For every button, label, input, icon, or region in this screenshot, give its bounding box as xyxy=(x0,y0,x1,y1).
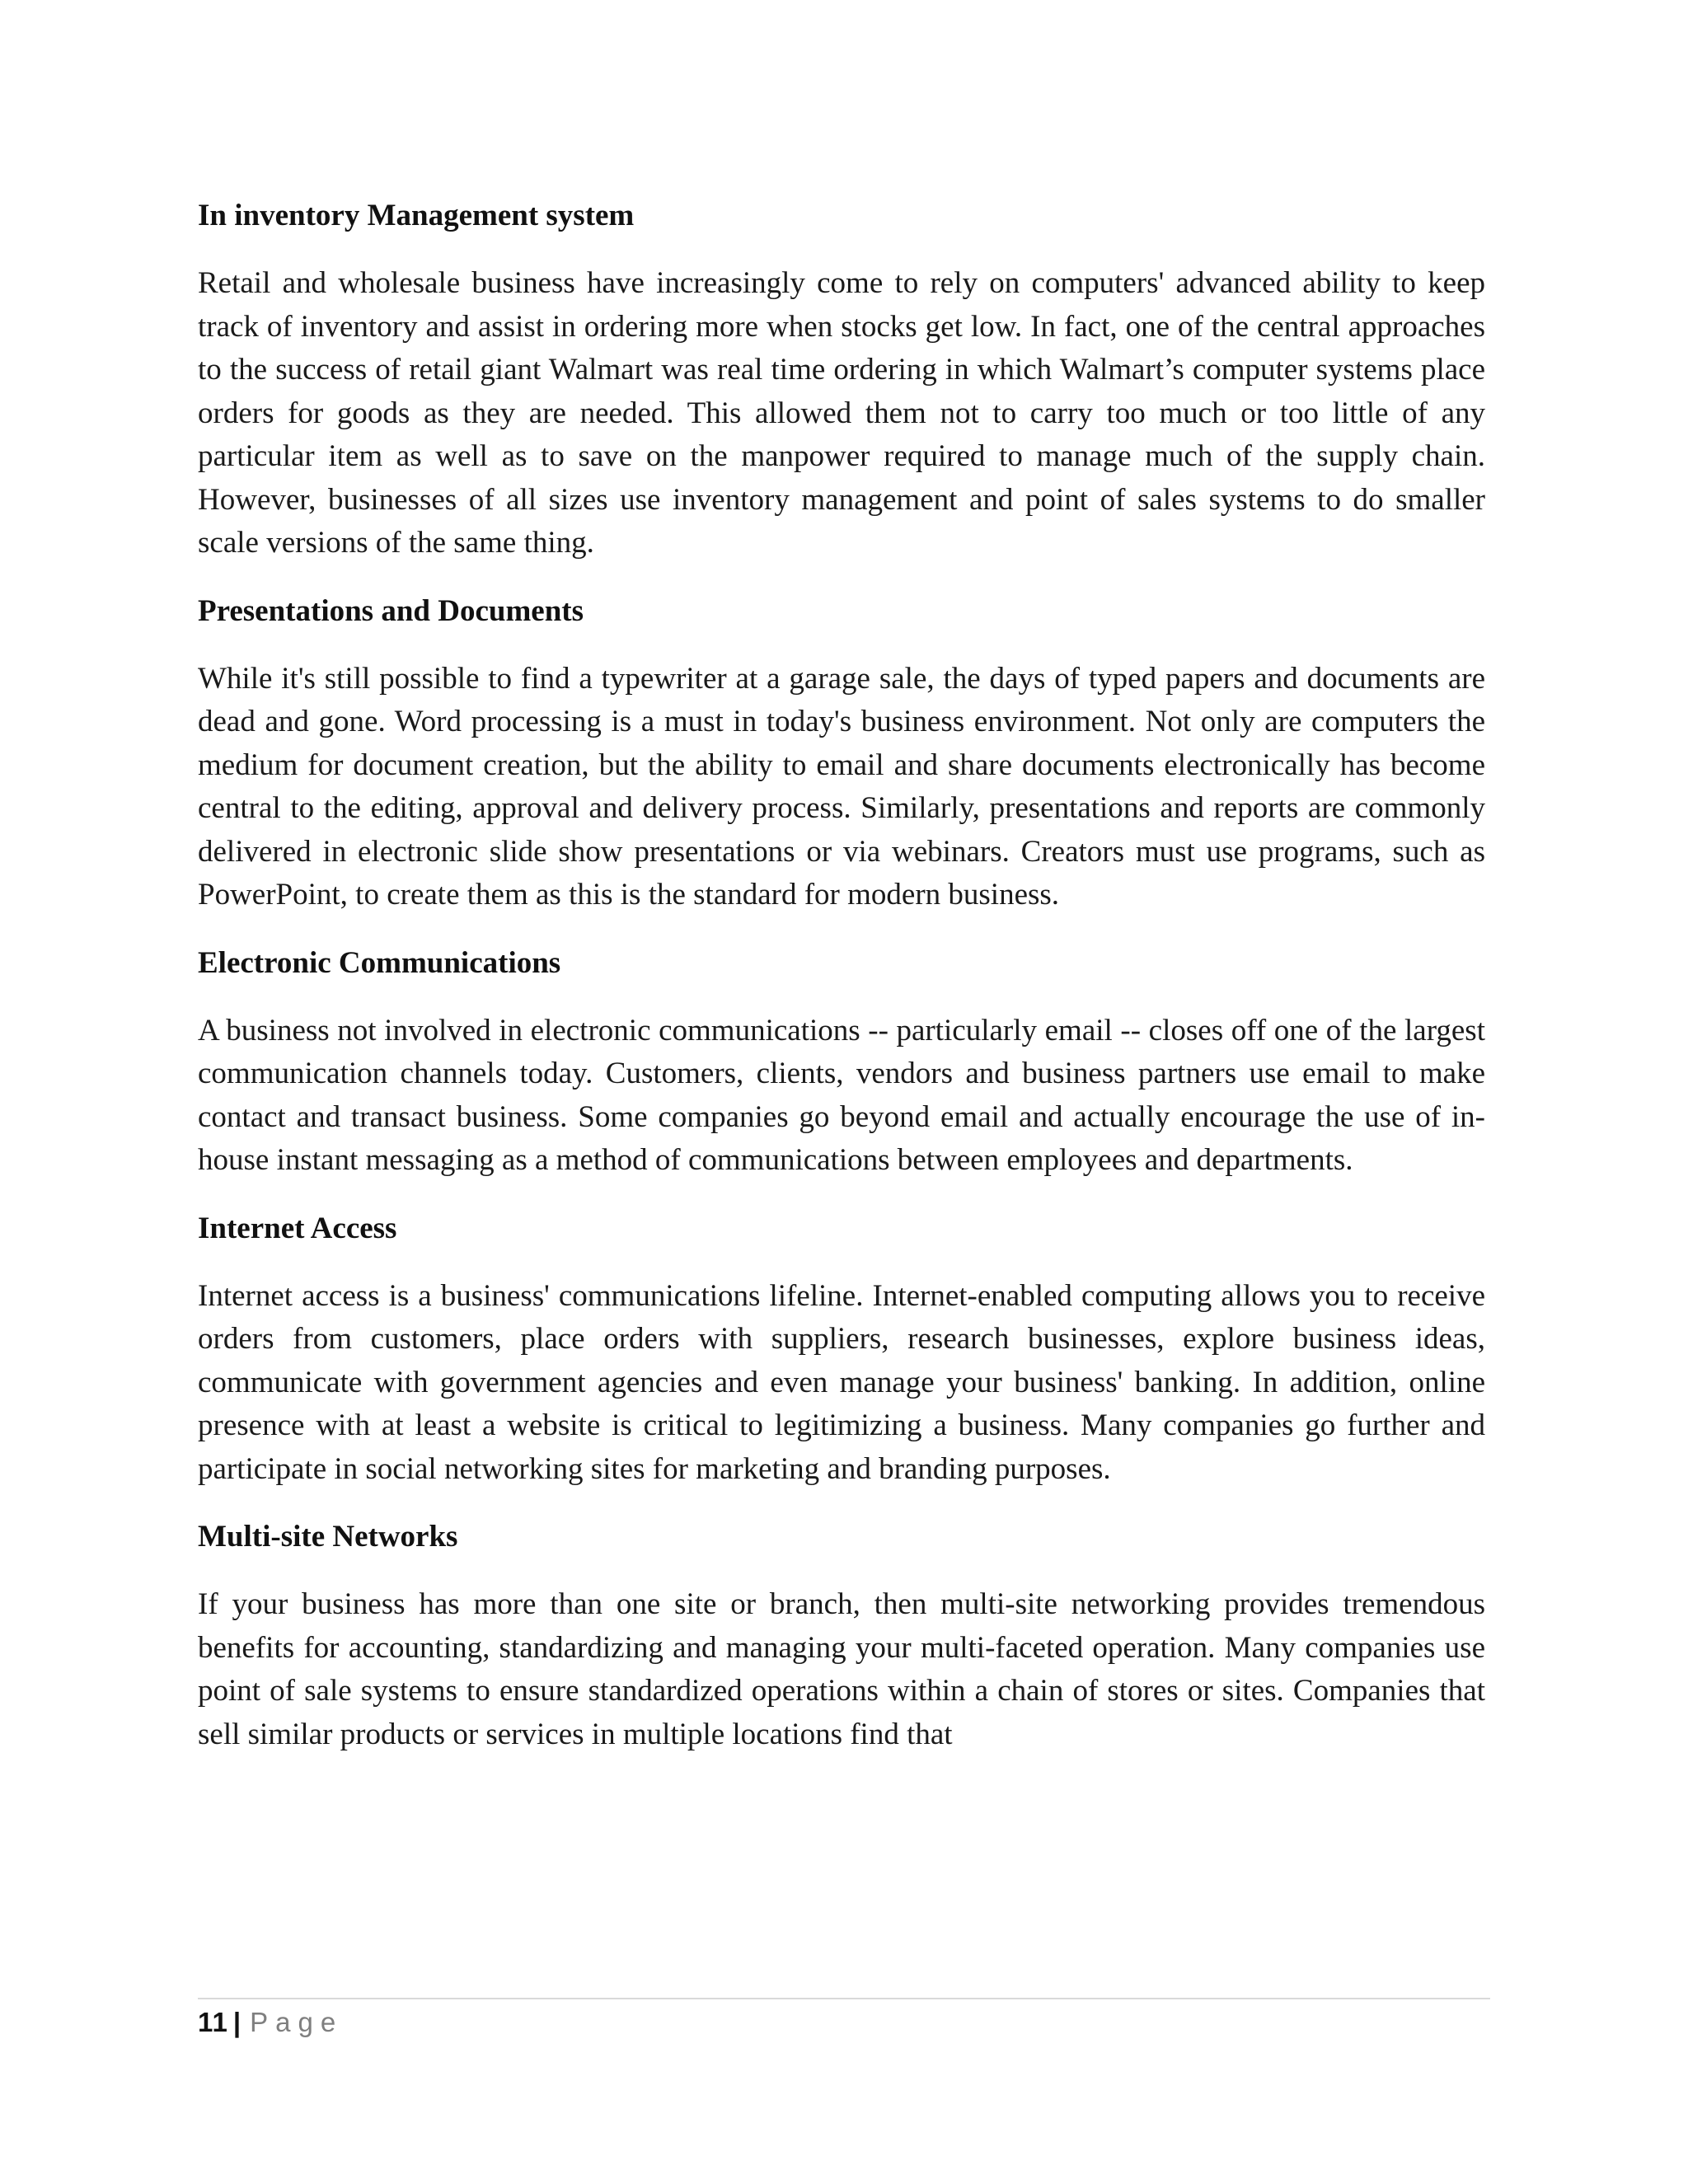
section-paragraph: A business not involved in electronic communications -- particularly email -- closes off one of the largest communication channels today. Customers, clients, vendors and business partners use email to make contact and transact business. Some companies go beyond email and actually encourage the use of in-house instant messaging as a method of communications between employees and departments. xyxy=(198,1013,1485,1177)
document-page xyxy=(198,194,1485,1781)
section-heading: Internet Access xyxy=(198,1211,397,1245)
section-paragraph: Internet access is a business' communications lifeline. Internet-enabled computing allows you to receive orders from customers, place orders with suppliers, research businesses, explore business ideas, communicate with government agencies and even manage your business' banking. In addition, online presence with at least a website is critical to legitimizing a business. Many companies go further and participate in social networking sites for marketing and branding purposes. xyxy=(198,1278,1485,1486)
section-paragraph: If your business has more than one site or branch, then multi-site networking provides tremendous benefits for accounting, standardizing and managing your multi-faceted operation. Many companies use point of sale systems to ensure standardized operations within a chain of stores or sites. Companies that sell similar products or services in multiple locations find that xyxy=(198,1587,1485,1751)
page-number: 11 xyxy=(198,2007,228,2037)
section-heading: In inventory Management system xyxy=(198,199,635,232)
section-heading: Electronic Communications xyxy=(198,945,561,980)
section-heading: Multi-site Networks xyxy=(198,1520,458,1554)
section-paragraph: Retail and wholesale business have increasingly come to rely on computers' advanced ability to keep track of inventory and assist in ordering more when stocks get low. In fact, one of the central approaches to the success of retail giant Walmart was real time ordering in which Walmart’s computer systems place orders for goods as they are needed. This allowed them not to carry too much or too little of any particular item as well as to save on the manpower required to manage much of the supply chain. However, businesses of all sizes use inventory management and point of sales systems to do smaller scale versions of the same thing. xyxy=(198,266,1485,560)
page-label: Page xyxy=(250,2007,344,2037)
section-multi-site-networks xyxy=(198,1516,1485,1756)
section-inventory-management xyxy=(198,194,1485,565)
section-internet-access xyxy=(198,1207,1485,1492)
section-paragraph: While it's still possible to find a typewriter at a garage sale, the days of typed papers and documents are dead and gone. Word processing is a must in today's business environment. Not only are computers the medium for document creation, but the ability to email and share documents electronically has become central to the editing, approval and delivery process. Similarly, presentations and reports are commonly delivered in electronic slide show presentations or via webinars. Creators must use programs, such as PowerPoint, to create them as this is the standard for modern business. xyxy=(198,661,1485,912)
page-footer xyxy=(198,2003,343,2042)
section-presentations-documents xyxy=(198,590,1485,917)
footer-divider xyxy=(198,1998,1490,1999)
section-electronic-communications xyxy=(198,942,1485,1183)
footer-separator: | xyxy=(232,2007,242,2037)
section-heading: Presentations and Documents xyxy=(198,593,584,628)
